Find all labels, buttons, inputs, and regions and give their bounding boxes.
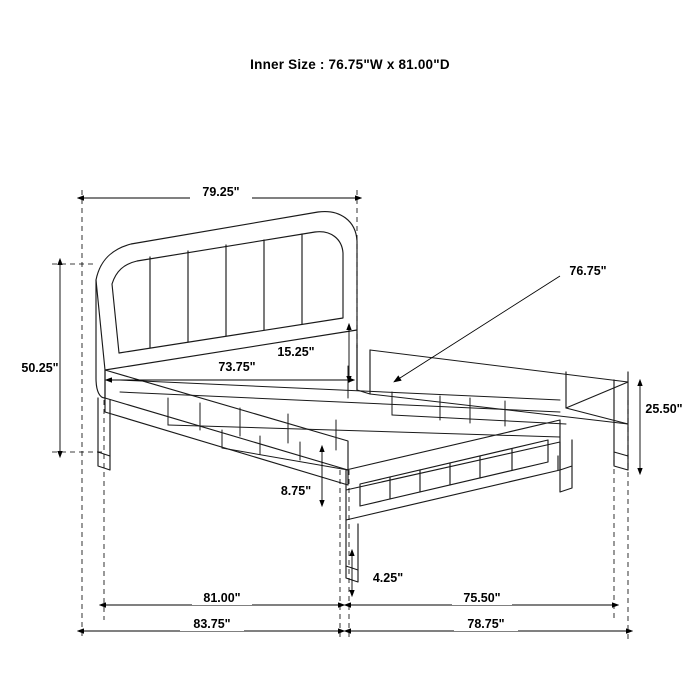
dim-25-50: 25.50": [645, 402, 683, 416]
dim-76-75: 76.75": [569, 264, 607, 278]
footboard: [346, 420, 572, 582]
dim-75-50: 75.50": [463, 591, 501, 605]
dim-83-75: 83.75": [193, 617, 231, 631]
page-title: Inner Size : 76.75"W x 81.00"D: [250, 57, 450, 72]
dim-8-75: 8.75": [280, 484, 312, 498]
dim-81-00: 81.00": [203, 591, 241, 605]
far-side-rail: [566, 372, 628, 424]
dim-4-25: 4.25": [372, 571, 404, 585]
dim-73-75: 73.75": [218, 360, 256, 374]
leader-76-75: [400, 276, 560, 378]
headboard: [96, 212, 357, 470]
far-right-post: [614, 380, 628, 470]
mattress-support-slats: [120, 350, 628, 470]
bed-illustration: [96, 212, 628, 582]
dim-79-25: 79.25": [202, 185, 240, 199]
dim-50-25: 50.25": [21, 361, 59, 375]
dim-15-25: 15.25": [277, 345, 315, 359]
dim-78-75: 78.75": [467, 617, 505, 631]
